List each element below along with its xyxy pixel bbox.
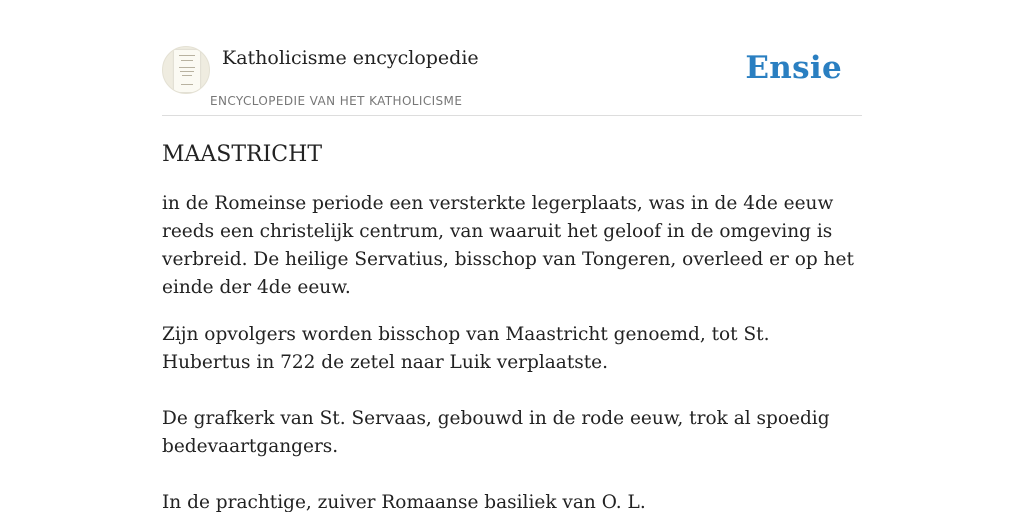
site-header (162, 44, 862, 116)
article-body (162, 140, 862, 512)
header-divider (162, 115, 862, 116)
article-paragraph: Zijn opvolgers worden bisschop van Maastricht genoemd, tot St. Hubertus in 722 de zetel naar Luik verplaatste. (162, 324, 770, 373)
article-paragraph: in de Romeinse periode een versterkte legerplaats, was in de 4de eeuw reeds een christelijk centrum, van waaruit het geloof in de omgeving is verbreid. De heilige Servatius, bisschop van Tongeren, overleed er op het einde der 4de eeuw. (162, 193, 854, 298)
article-paragraph: In de prachtige, zuiver Romaanse basiliek van O. L. (162, 492, 646, 512)
book-page (174, 50, 200, 92)
brand-logo[interactable]: Ensie (745, 50, 842, 86)
site-subtitle: ENCYCLOPEDIE VAN HET KATHOLICISME (210, 94, 463, 108)
book-cover-icon[interactable] (162, 46, 210, 94)
article-title: MAASTRICHT (162, 142, 322, 167)
site-title[interactable]: Katholicisme encyclopedie (222, 47, 479, 69)
article-paragraph: De grafkerk van St. Servaas, gebouwd in de rode eeuw, trok al spoedig bedevaartgangers. (162, 408, 830, 457)
